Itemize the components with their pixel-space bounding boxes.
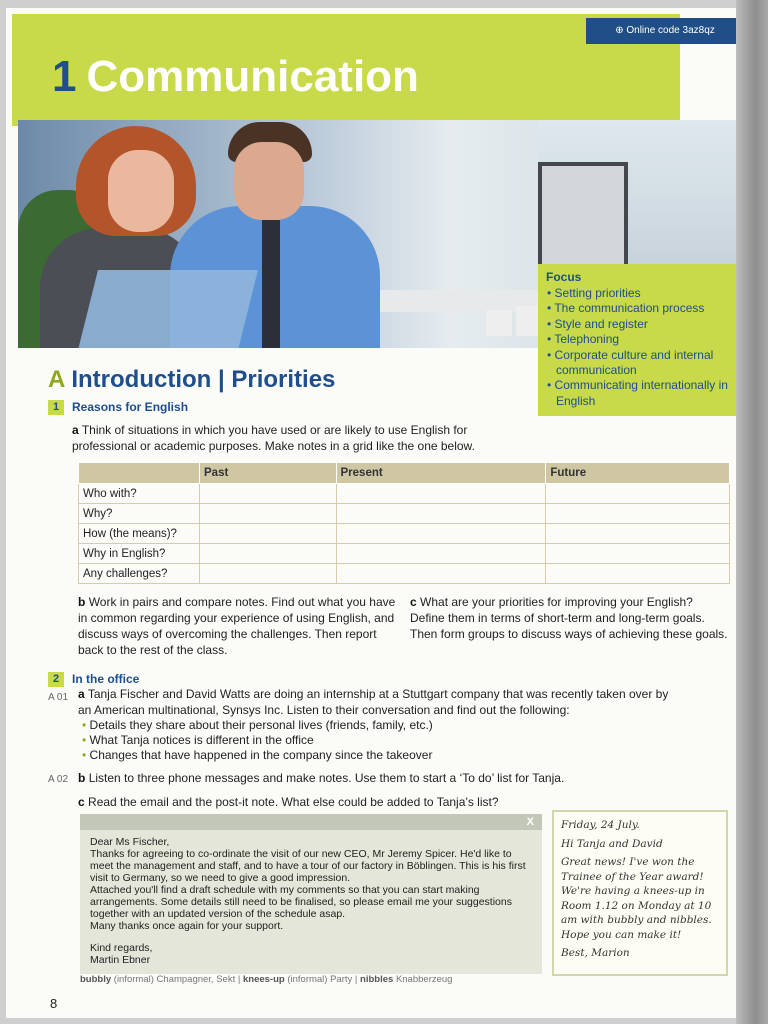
list-item: • What Tanja notices is different in the office: [82, 733, 433, 748]
table-header: Future: [546, 463, 730, 484]
item-text: Listen to three phone messages and make notes. Use them to start a ‘To do’ list for Tanja.: [88, 771, 565, 785]
table-cell: [546, 564, 730, 584]
exercise-title: In the office: [72, 672, 140, 686]
exercise-2c-text: [78, 794, 678, 810]
exercise-number: 2: [48, 672, 64, 687]
list-item: • Details they share about their personal lives (friends, family, etc.): [82, 718, 433, 733]
online-code-text: Online code 3az8qz: [626, 25, 715, 36]
exercise-title: Reasons for English: [72, 400, 189, 414]
item-label: b: [78, 595, 86, 609]
exercise-1a-text: [72, 422, 512, 454]
focus-box: [538, 264, 736, 416]
item-text: Think of situations in which you have used or are likely to use English for professional or academic purposes. Make notes in a grid like the one below.: [72, 423, 475, 453]
exercise-1c-text: [410, 594, 730, 642]
row-label: Why in English?: [79, 544, 200, 564]
focus-item: • Style and register: [546, 317, 734, 332]
chapter-title-text: Communication: [86, 52, 419, 101]
focus-list: [546, 286, 734, 409]
table-row: [79, 484, 730, 504]
row-label: Who with?: [79, 484, 200, 504]
email-line: Many thanks once again for your support.: [90, 920, 284, 932]
glossary-desc: Knabberzeug: [395, 974, 453, 985]
notes-grid: [78, 462, 730, 584]
row-label: Why?: [79, 504, 200, 524]
table-cell: [546, 484, 730, 504]
table-cell: [200, 524, 337, 544]
table-header: Past: [200, 463, 337, 484]
audio-track-label: A 01: [48, 692, 69, 703]
glossary-term: knees-up: [242, 974, 285, 985]
focus-title: Focus: [546, 270, 582, 284]
item-text: Read the email and the post-it note. What else could be added to Tanja’s list?: [88, 795, 499, 809]
glossary-line: bubbly (informal) Champagner, Sekt | knees-up (informal) Party | nibbles Knabberzeug: [80, 974, 453, 985]
table-header-row: [79, 463, 730, 484]
email-window: [80, 814, 542, 974]
item-text: Work in pairs and compare notes. Find out what you have in common regarding your experience of using English, and discuss ways of overcoming the challenges. Then report back to the rest of the class.: [78, 595, 396, 657]
globe-icon: ⊕: [615, 25, 624, 36]
table-cell: [546, 524, 730, 544]
glossary-term: bubbly: [80, 974, 112, 985]
glossary-desc: (informal) Party: [287, 974, 353, 985]
section-title: Introduction | Priorities: [71, 366, 336, 393]
focus-item: • Setting priorities: [546, 286, 734, 301]
table-cell: [336, 564, 546, 584]
email-line: Thanks for agreeing to co-ordinate the visit of our new CEO, Mr Jeremy Spicer. He'd like to meet the management and staff, and to have a tour of our factory in Böblingen. This is his first visit to Germany, so we need to give a good impression.: [90, 848, 526, 884]
exercise-1b-text: [78, 594, 398, 658]
textbook-page: [6, 8, 736, 1018]
exercise-2a-text: [78, 686, 678, 718]
chapter-title-band: [12, 14, 680, 126]
post-it-note: [552, 810, 728, 976]
table-row: [79, 524, 730, 544]
email-greeting: Dear Ms Fischer,: [90, 836, 170, 848]
table-row: [79, 504, 730, 524]
table-cell: [200, 564, 337, 584]
postit-date: Friday, 24 July.: [561, 819, 640, 831]
audio-track-label: A 02: [48, 774, 69, 785]
item-label: c: [410, 595, 417, 609]
email-signature: Martin Ebner: [90, 954, 151, 966]
table-row: [79, 564, 730, 584]
book-spine-shadow: [736, 0, 768, 1024]
item-label: c: [78, 795, 85, 809]
item-text: What are your priorities for improving your English? Define them in terms of short-term and long-term goals. Then form groups to discuss ways of achieving these goals.: [410, 595, 728, 641]
section-heading: [48, 366, 335, 394]
email-titlebar: [80, 814, 542, 830]
item-label: b: [78, 771, 86, 785]
table-cell: [200, 544, 337, 564]
online-code-badge[interactable]: [586, 18, 736, 44]
table-cell: [336, 484, 546, 504]
chapter-title: [52, 52, 419, 102]
glossary-term: nibbles: [360, 974, 394, 985]
glossary-desc: (informal) Champagner, Sekt: [113, 974, 236, 985]
focus-item: • Telephoning: [546, 332, 734, 347]
table-cell: [336, 544, 546, 564]
table-cell: [336, 524, 546, 544]
focus-item: • Communicating internationally in English: [546, 378, 734, 409]
postit-signoff: Best, Marion: [561, 947, 630, 959]
email-line: Attached you'll find a draft schedule with my comments so that you can start making arrangements. Some details still need to be finalised, so please email me your suggestions together with an updated version of the schedule asap.: [90, 884, 512, 920]
chapter-number: 1: [52, 52, 77, 101]
table-header: [79, 463, 200, 484]
row-label: Any challenges?: [79, 564, 200, 584]
section-letter: A: [48, 366, 66, 393]
item-label: a: [78, 687, 85, 701]
exercise-2b-text: [78, 770, 678, 786]
page-number: 8: [50, 996, 58, 1011]
table-cell: [546, 544, 730, 564]
focus-item: • Corporate culture and internal communication: [546, 348, 734, 379]
focus-item: • The communication process: [546, 301, 734, 316]
close-icon[interactable]: X: [526, 816, 534, 828]
table-cell: [200, 484, 337, 504]
list-item: • Changes that have happened in the company since the takeover: [82, 748, 433, 763]
postit-greeting: Hi Tanja and David: [561, 837, 663, 850]
postit-body: Great news! I've won the Trainee of the Year award! We're having a knees-up in Room 1.12 on Monday at 10 am with bubbly and nibbles. Hope you can make it!: [561, 856, 712, 941]
table-cell: [546, 504, 730, 524]
row-label: How (the means)?: [79, 524, 200, 544]
exercise-number: 1: [48, 400, 64, 415]
email-body: [80, 830, 542, 972]
table-cell: [336, 504, 546, 524]
table-cell: [200, 504, 337, 524]
email-closing: Kind regards,: [90, 942, 153, 954]
table-row: [79, 544, 730, 564]
bullet-list: [82, 718, 433, 763]
table-header: Present: [336, 463, 546, 484]
item-text: Tanja Fischer and David Watts are doing an internship at a Stuttgart company that was recently taken over by an American multinational, Synsys Inc. Listen to their conversation and find out the following:: [78, 687, 669, 717]
item-label: a: [72, 423, 79, 437]
